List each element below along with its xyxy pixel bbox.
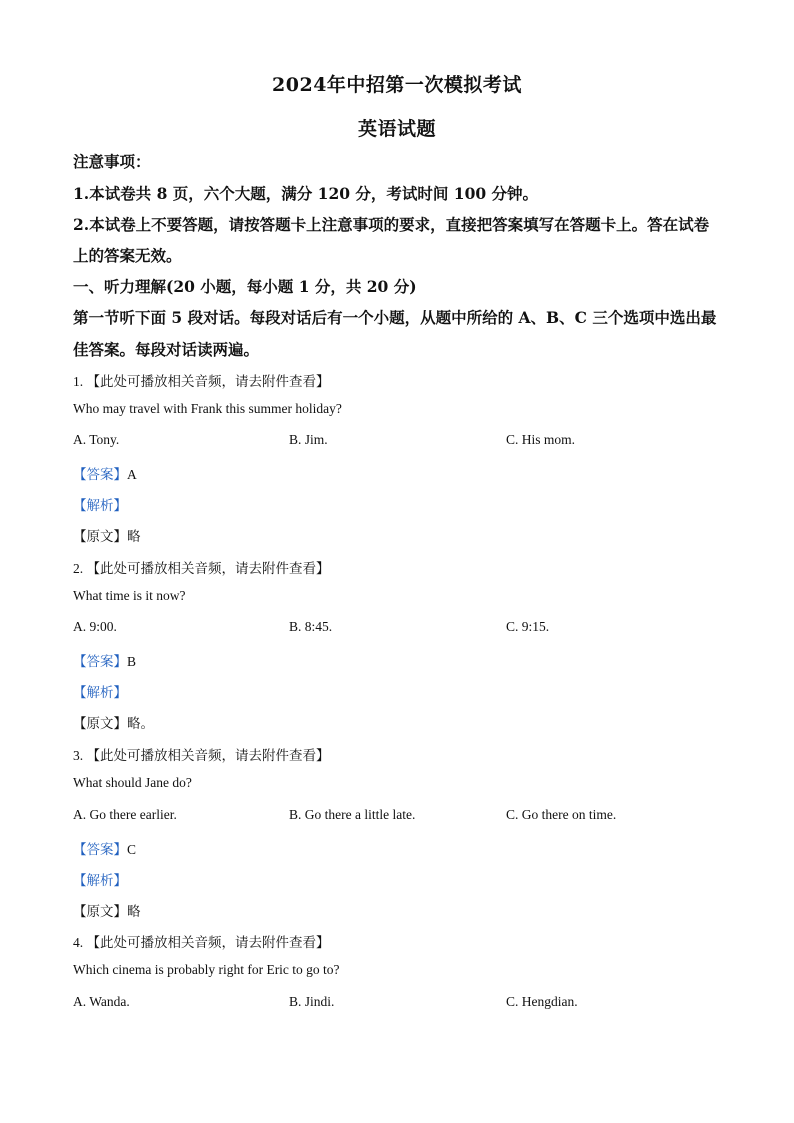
original-text: 略 bbox=[127, 529, 141, 545]
answer-tag: 【答案】 bbox=[73, 842, 127, 858]
notice-item-1: 1.本试卷共 8 页，六个大题，满分 120 分，考试时间 100 分钟。 bbox=[73, 184, 539, 203]
section-title: 一、听力理解(20 小题，每小题 1 分，共 20 分) bbox=[73, 277, 417, 296]
question-2-option-b: B. 8:45. bbox=[289, 619, 333, 634]
question-4-option-b: B. Jindi. bbox=[289, 994, 335, 1009]
original-text: 略。 bbox=[127, 716, 154, 732]
question-number: 4. bbox=[73, 935, 84, 950]
question-1-option-c: C. His mom. bbox=[506, 432, 576, 447]
question-4-stem: Which cinema is probably right for Eric to go to? bbox=[73, 962, 340, 977]
question-1-header bbox=[73, 370, 330, 390]
question-3-option-a: A. Go there earlier. bbox=[73, 807, 177, 822]
question-3-analysis: 【解析】 bbox=[73, 873, 127, 889]
question-1-stem: Who may travel with Frank this summer holiday? bbox=[73, 401, 342, 416]
question-number: 3. bbox=[73, 748, 84, 763]
answer-value: A bbox=[127, 467, 137, 482]
question-2-answer bbox=[73, 650, 136, 670]
question-number: 1. bbox=[73, 374, 84, 389]
original-tag: 【原文】 bbox=[73, 716, 127, 732]
question-2-option-a: A. 9:00. bbox=[73, 619, 117, 634]
audio-placeholder: 【此处可播放相关音频，请去附件查看】 bbox=[86, 374, 330, 390]
question-number: 2. bbox=[73, 561, 84, 576]
question-3-original bbox=[73, 900, 141, 920]
question-1-option-b: B. Jim. bbox=[289, 432, 328, 447]
section-intro-line-2: 佳答案。每段对话读两遍。 bbox=[73, 340, 260, 359]
answer-tag: 【答案】 bbox=[73, 654, 127, 670]
audio-placeholder: 【此处可播放相关音频，请去附件查看】 bbox=[86, 561, 330, 577]
question-3-header bbox=[73, 744, 330, 764]
question-4-header bbox=[73, 931, 330, 951]
question-4-option-c: C. Hengdian. bbox=[506, 994, 578, 1009]
answer-value: B bbox=[127, 654, 137, 669]
question-3-option-c: C. Go there on time. bbox=[506, 807, 617, 822]
question-3-answer bbox=[73, 838, 136, 858]
exam-title: 2024年中招第一次模拟考试 bbox=[272, 74, 522, 96]
notice-item-2-line-1: 2.本试卷上不要答题，请按答题卡上注意事项的要求，直接把答案填写在答题卡上。答在试卷 bbox=[73, 215, 710, 234]
question-1-analysis: 【解析】 bbox=[73, 498, 127, 514]
question-2-header bbox=[73, 557, 330, 577]
question-3-stem: What should Jane do? bbox=[73, 775, 192, 790]
question-2-original bbox=[73, 712, 154, 732]
notice-heading: 注意事项： bbox=[73, 152, 151, 171]
section-intro-line-1: 第一节听下面 5 段对话。每段对话后有一个小题，从题中所给的 A、B、C 三个选项中选出最 bbox=[73, 308, 717, 327]
exam-subtitle: 英语试题 bbox=[357, 118, 436, 140]
notice-item-2-line-2: 上的答案无效。 bbox=[73, 246, 182, 265]
answer-value: C bbox=[127, 842, 137, 857]
audio-placeholder: 【此处可播放相关音频，请去附件查看】 bbox=[86, 748, 330, 764]
original-text: 略 bbox=[127, 904, 141, 920]
original-tag: 【原文】 bbox=[73, 529, 127, 545]
original-tag: 【原文】 bbox=[73, 904, 127, 920]
question-1-original bbox=[73, 525, 141, 545]
question-2-stem: What time is it now? bbox=[73, 588, 186, 603]
question-1-answer bbox=[73, 463, 137, 483]
question-1-option-a: A. Tony. bbox=[73, 432, 120, 447]
question-4-option-a: A. Wanda. bbox=[73, 994, 130, 1009]
question-3-option-b: B. Go there a little late. bbox=[289, 807, 416, 822]
audio-placeholder: 【此处可播放相关音频，请去附件查看】 bbox=[86, 935, 330, 951]
question-2-option-c: C. 9:15. bbox=[506, 619, 550, 634]
answer-tag: 【答案】 bbox=[73, 467, 127, 483]
question-2-analysis: 【解析】 bbox=[73, 685, 127, 701]
